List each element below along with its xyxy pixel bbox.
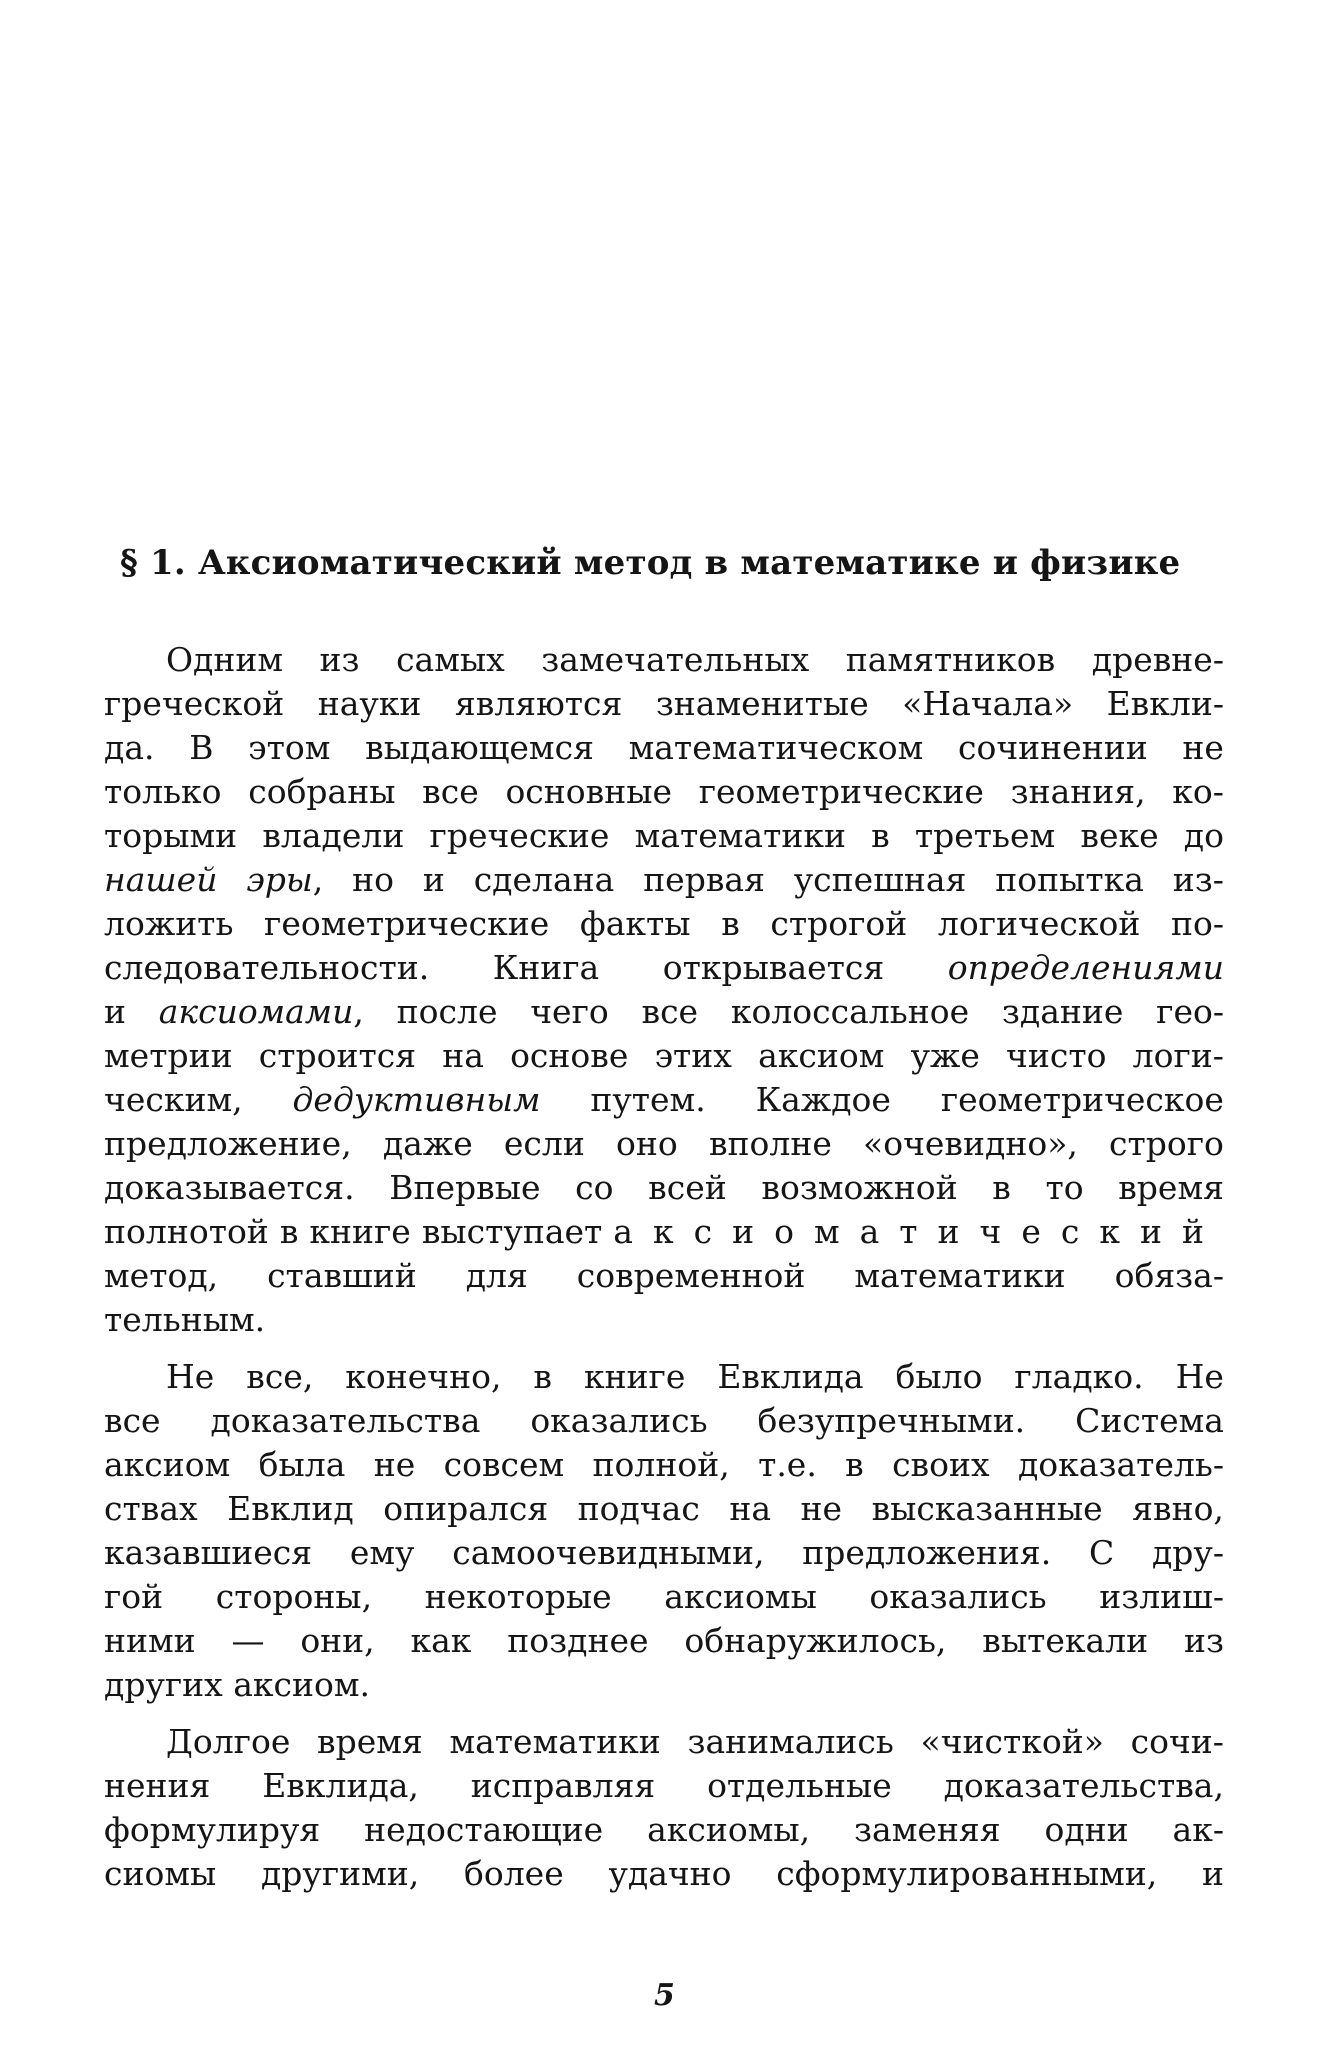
word: математики: [449, 1722, 661, 1761]
word: ствах: [104, 1489, 198, 1528]
word: Не: [166, 1357, 215, 1396]
word: все: [641, 992, 699, 1031]
word: была: [258, 1445, 346, 1484]
word: основные: [505, 772, 673, 811]
word: Евкли-: [1106, 684, 1224, 723]
text-line: [104, 1487, 1224, 1531]
text-line: [104, 726, 1224, 770]
word: третьем: [914, 816, 1056, 855]
word: Евклид: [227, 1489, 354, 1528]
text-line: [104, 1575, 1224, 1619]
word: то: [1045, 1168, 1084, 1207]
word: ложить: [104, 904, 234, 943]
text-line: [104, 1210, 1224, 1254]
word: после: [396, 992, 498, 1031]
word: Впервые: [389, 1168, 541, 1207]
word: знаменитые: [655, 684, 869, 723]
text-line: [104, 1720, 1224, 1764]
word: все: [422, 772, 479, 811]
word: аксиомами,: [158, 992, 364, 1031]
word: стороны,: [215, 1577, 373, 1616]
text-line: [104, 990, 1224, 1034]
word: сочи-: [1130, 1722, 1224, 1761]
word: они,: [300, 1621, 375, 1660]
word: попытка: [995, 860, 1144, 899]
text-line: [104, 1443, 1224, 1487]
word: из-: [1172, 860, 1224, 899]
word: выступает: [421, 1212, 603, 1251]
word: совсем: [443, 1445, 565, 1484]
word: математическом: [628, 728, 924, 767]
text-line: [104, 1034, 1224, 1078]
text-line: [104, 1619, 1224, 1663]
text-line: [104, 1166, 1224, 1210]
text-line: [104, 858, 1224, 902]
word: открывается: [662, 948, 885, 987]
word: основе: [510, 1036, 629, 1075]
word: время: [317, 1722, 423, 1761]
word: замечательных: [541, 640, 810, 679]
word: аксиом: [104, 1445, 231, 1484]
word: и: [422, 860, 445, 899]
word: все,: [246, 1357, 314, 1396]
word: заменяя: [854, 1810, 1001, 1849]
text-line: [104, 1254, 1224, 1298]
word: этих: [654, 1036, 732, 1075]
word: науки: [317, 684, 422, 723]
word: Евклида: [717, 1357, 864, 1396]
word: Долгое: [166, 1722, 291, 1761]
word: всей: [648, 1168, 727, 1207]
word: книге: [309, 1212, 411, 1251]
word: современной: [576, 1256, 806, 1295]
word: только: [104, 772, 222, 811]
word: строго: [1109, 1124, 1224, 1163]
word: ставший: [267, 1256, 417, 1295]
word: книге: [583, 1357, 686, 1396]
word: предложение,: [104, 1124, 352, 1163]
word: доказатель-: [1017, 1445, 1224, 1484]
text-line: [104, 1808, 1224, 1852]
text-line: [104, 1298, 1224, 1342]
word: если: [503, 1124, 585, 1163]
word: предложения.: [802, 1533, 1052, 1572]
word: все: [104, 1401, 161, 1440]
word: ними: [104, 1621, 196, 1660]
word: обяза-: [1114, 1256, 1224, 1295]
word: знания,: [1010, 772, 1146, 811]
word: даже: [382, 1124, 473, 1163]
word: Одним: [166, 640, 284, 679]
word: являются: [454, 684, 623, 723]
word: в: [871, 816, 890, 855]
word: конечно,: [345, 1357, 502, 1396]
word: аксиом: [758, 1036, 885, 1075]
word: не: [800, 1489, 843, 1528]
word: чего: [530, 992, 609, 1031]
word: памятников: [845, 640, 1056, 679]
word: ему: [349, 1533, 415, 1572]
word: доказательства,: [943, 1766, 1224, 1805]
word: нения: [104, 1766, 211, 1805]
word: самых: [396, 640, 505, 679]
word: полной,: [592, 1445, 730, 1484]
word: оказались: [869, 1577, 1047, 1616]
word: в: [279, 1212, 299, 1251]
word: первая: [643, 860, 765, 899]
text-line: [104, 770, 1224, 814]
word: математики: [854, 1256, 1066, 1295]
word: оно: [616, 1124, 678, 1163]
word: нашей: [104, 860, 218, 899]
word: факты: [579, 904, 691, 943]
paragraph-1: [104, 638, 1224, 1342]
word: логи-: [1132, 1036, 1224, 1075]
word: дру-: [1151, 1533, 1224, 1572]
word: не: [373, 1445, 416, 1484]
word: по-: [1170, 904, 1224, 943]
text-line: [104, 902, 1224, 946]
word: других: [104, 1665, 234, 1704]
word: удачно: [608, 1854, 732, 1893]
word: здание: [1001, 992, 1124, 1031]
word: другими,: [260, 1854, 420, 1893]
word: в: [533, 1357, 552, 1396]
word: В: [189, 728, 214, 767]
word: древне-: [1091, 640, 1224, 679]
word: подчас: [577, 1489, 700, 1528]
text-line: [104, 946, 1224, 990]
text-line: [104, 1531, 1224, 1575]
word: собраны: [248, 772, 396, 811]
word: из: [1183, 1621, 1224, 1660]
word: аксиомы,: [647, 1810, 811, 1849]
word: сиомы: [104, 1854, 217, 1893]
word: высказанные: [871, 1489, 1103, 1528]
text-line: [104, 638, 1224, 682]
word: метрии: [104, 1036, 233, 1075]
word: чисто: [1006, 1036, 1107, 1075]
word: формулируя: [104, 1810, 321, 1849]
word: явно,: [1132, 1489, 1224, 1528]
word: —: [231, 1621, 265, 1660]
word: безупречными.: [757, 1401, 1026, 1440]
word: «Начала»: [902, 684, 1074, 723]
word: аксиоматический: [613, 1212, 1224, 1251]
word: отдельные: [707, 1766, 892, 1805]
word: в: [845, 1445, 864, 1484]
word: Книга: [492, 948, 600, 987]
text-line: [104, 1663, 1224, 1707]
word: «очевидно»,: [863, 1124, 1078, 1163]
text-line: [104, 1764, 1224, 1808]
word: Не: [1175, 1357, 1224, 1396]
word: вытекали: [982, 1621, 1149, 1660]
word: этом: [248, 728, 331, 767]
word: в: [721, 904, 740, 943]
word: до: [1183, 816, 1224, 855]
word: сформулированными,: [776, 1854, 1158, 1893]
word: своих: [892, 1445, 990, 1484]
word: доказывается.: [104, 1168, 355, 1207]
word: колоссальное: [730, 992, 970, 1031]
word: некоторые: [424, 1577, 612, 1616]
word: т.е.: [758, 1445, 817, 1484]
word: геометрическое: [940, 1080, 1224, 1119]
word: тельным.: [104, 1300, 266, 1339]
text-line: [104, 1078, 1224, 1122]
word: ко-: [1172, 772, 1224, 811]
word: из: [319, 640, 360, 679]
word: строгой: [770, 904, 908, 943]
word: выдающемся: [365, 728, 594, 767]
word: вполне: [708, 1124, 832, 1163]
word: на: [442, 1036, 484, 1075]
word: путем.: [590, 1080, 706, 1119]
word: Каждое: [755, 1080, 891, 1119]
word: строится: [258, 1036, 417, 1075]
word: более: [463, 1854, 564, 1893]
word: аксиомы: [664, 1577, 817, 1616]
word: гой: [104, 1577, 164, 1616]
word: метод,: [104, 1256, 219, 1295]
word: одни: [1044, 1810, 1129, 1849]
word: Система: [1075, 1401, 1224, 1440]
word: математики: [634, 816, 846, 855]
word: определениями: [947, 948, 1224, 987]
word: геометрические: [698, 772, 984, 811]
word: как: [410, 1621, 472, 1660]
word: было: [895, 1357, 983, 1396]
word: оказались: [530, 1401, 708, 1440]
word: и: [1201, 1854, 1224, 1893]
section-heading: § 1. Аксиоматический метод в математике и физике: [120, 543, 1181, 583]
word: сделана: [473, 860, 615, 899]
word: сочинении: [958, 728, 1148, 767]
word: но: [352, 860, 395, 899]
word: «чисткой»: [920, 1722, 1104, 1761]
word: торыми: [104, 816, 238, 855]
word: следовательности.: [104, 948, 430, 987]
word: владели: [262, 816, 405, 855]
word: на: [729, 1489, 771, 1528]
word: логической: [937, 904, 1141, 943]
word: и: [104, 992, 126, 1031]
word: успешная: [793, 860, 967, 899]
text-line: [104, 682, 1224, 726]
word: самоочевидными,: [452, 1533, 765, 1572]
word: гео-: [1156, 992, 1224, 1031]
word: в: [992, 1168, 1011, 1207]
word: эры,: [246, 860, 324, 899]
text-line: [104, 1399, 1224, 1443]
word: для: [465, 1256, 528, 1295]
word: полнотой: [104, 1212, 269, 1251]
word: возможной: [761, 1168, 958, 1207]
word: казавшиеся: [104, 1533, 313, 1572]
word: веке: [1080, 816, 1159, 855]
word: да.: [104, 728, 155, 767]
word: греческой: [104, 684, 285, 723]
word: занимались: [687, 1722, 894, 1761]
word: Евклида,: [262, 1766, 419, 1805]
word: недостающие: [364, 1810, 604, 1849]
text-line: [104, 1852, 1224, 1896]
word: не: [1182, 728, 1224, 767]
word: греческие: [429, 816, 610, 855]
word: доказательства: [210, 1401, 481, 1440]
word: позднее: [507, 1621, 649, 1660]
paragraph-3: [104, 1720, 1224, 1896]
text-line: [104, 1355, 1224, 1399]
word: опирался: [383, 1489, 549, 1528]
word: время: [1118, 1168, 1224, 1207]
word: ак-: [1172, 1810, 1224, 1849]
word: исправляя: [470, 1766, 656, 1805]
word: уже: [910, 1036, 980, 1075]
word: гладко.: [1014, 1357, 1144, 1396]
word: со: [575, 1168, 614, 1207]
word: геометрические: [264, 904, 550, 943]
word: обнаружилось,: [684, 1621, 947, 1660]
page-number: 5: [654, 1978, 675, 2013]
word: аксиом.: [233, 1665, 371, 1704]
body-text: [104, 638, 1224, 1909]
text-line: [104, 1122, 1224, 1166]
word: С: [1088, 1533, 1115, 1572]
text-line: [104, 814, 1224, 858]
word: ческим,: [104, 1080, 243, 1119]
word: дедуктивным: [292, 1080, 541, 1119]
paragraph-2: [104, 1355, 1224, 1707]
word: излиш-: [1099, 1577, 1224, 1616]
